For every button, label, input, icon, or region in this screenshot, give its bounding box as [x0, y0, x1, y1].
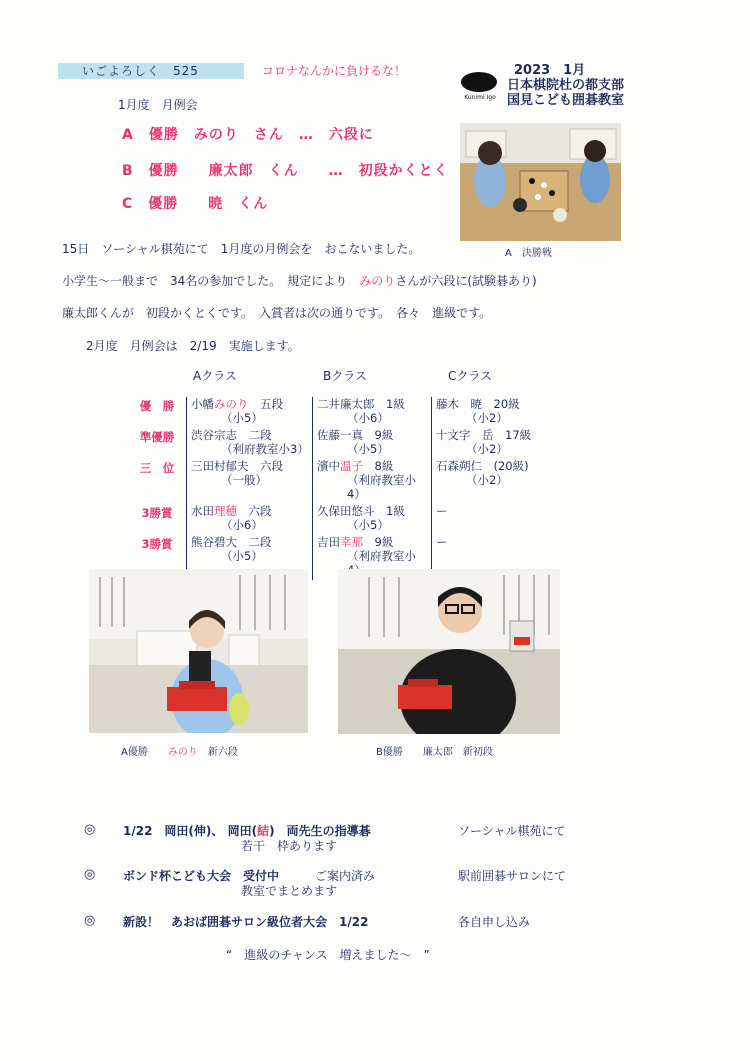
- player-name-highlight: 理穂: [214, 504, 237, 518]
- event-1-title-post: ) 両先生の指導碁: [269, 824, 371, 838]
- player-name: [191, 428, 272, 442]
- body-line-3: 廉太郎くんが 初段かくとくです。 入賞者は次の通りです。 各々 進級です。: [62, 306, 492, 320]
- player-name: [191, 397, 283, 411]
- player-name: [317, 397, 405, 411]
- winner-b-caption: B優勝 廉太郎 新初段: [376, 747, 493, 758]
- player-affiliation: （利府教室小: [347, 549, 416, 563]
- event-2-title-pre: ボンド杯こども大会 受付中: [123, 869, 280, 883]
- body-line-2: [62, 273, 537, 289]
- results-table: [128, 397, 540, 580]
- class-b-header: Bクラス: [323, 369, 367, 383]
- player-name-highlight: 幸那: [340, 535, 363, 549]
- award-label: 3勝賞: [141, 537, 173, 551]
- player-affiliation: （利府教室小3）: [221, 442, 309, 456]
- player-affiliation: （小5）: [221, 411, 263, 425]
- award-label: 三 位: [139, 461, 175, 475]
- slogan: コロナなんかに負けるな！: [262, 64, 407, 78]
- class-b-cell: [313, 428, 432, 459]
- player-name: 十文字 岳 17級: [436, 428, 532, 442]
- class-a-cell: [187, 428, 313, 459]
- player-name: [317, 428, 393, 442]
- event-2-bullet: ◎: [84, 867, 96, 882]
- org-name: 日本棋院杜の都支部: [507, 78, 625, 93]
- player-name-highlight: みのり: [214, 397, 249, 411]
- player-rank: 9級: [363, 535, 394, 549]
- player-name-pre: 熊谷碧大 二段: [191, 535, 272, 549]
- class-a-cell: [187, 459, 313, 504]
- issue-date: 2023 1月: [514, 63, 586, 78]
- event-3-note: 各自申し込み: [458, 915, 531, 929]
- winner-a-photo: [89, 569, 308, 733]
- result-b: B 優勝 廉太郎 くん … 初段かくとく: [122, 163, 449, 179]
- go-stone-icon: [461, 72, 497, 92]
- body-highlight-name: みのり: [359, 274, 396, 288]
- player-name-pre: 三田村郁夫 六段: [191, 459, 283, 473]
- winner-a-caption: [121, 743, 238, 758]
- class-b-cell: [313, 397, 432, 428]
- event-1-highlight: 結: [257, 824, 270, 838]
- result-c: C 優勝 暁 くん: [122, 196, 269, 212]
- player-name: 石森朔仁 (20級): [436, 459, 529, 473]
- player-affiliation: （小2）: [466, 473, 508, 487]
- award-label: 3勝賞: [141, 506, 173, 520]
- player-affiliation: （小6）: [221, 518, 263, 532]
- event-2-status: ご案内済み: [279, 869, 376, 883]
- winner-a-name: みのり: [167, 747, 198, 758]
- winner-b-photo: [338, 569, 560, 734]
- table-row: [128, 504, 540, 535]
- class-b-cell: [313, 504, 432, 535]
- player-name-pre: 小幡: [191, 397, 214, 411]
- class-c-cell: [432, 397, 541, 428]
- award-label: 準優勝: [139, 430, 175, 444]
- player-affiliation: （一般）: [221, 473, 267, 487]
- class-c-header: Cクラス: [448, 369, 493, 383]
- winner-a-rank: 新六段: [197, 747, 238, 758]
- body-line-2-text: 小学生～一般まで 34名の参加でした。 規定により: [62, 274, 348, 288]
- monthly-title: 1月度 月例会: [118, 98, 198, 112]
- final-match-photo: [460, 123, 621, 241]
- player-affiliation: （小5）: [347, 442, 389, 456]
- player-affiliation: （利府教室小4）: [347, 473, 416, 501]
- club-logo: [458, 72, 502, 106]
- player-affiliation: （小5）: [221, 549, 263, 563]
- player-affiliation: （小6）: [347, 411, 389, 425]
- player-affiliation: （小2）: [466, 411, 508, 425]
- player-name-pre: 濱中: [317, 459, 340, 473]
- player-name-pre: 吉田: [317, 535, 340, 549]
- body-line-1: 15日 ソーシャル棋苑にて 1月度の月例会を おこないました。: [62, 242, 421, 256]
- player-name: ー: [436, 535, 448, 549]
- body-line-2-tail: さんが六段に(試験碁あり): [395, 274, 537, 288]
- event-1-title-pre: 1/22 岡田(伸)、 岡田(: [123, 824, 258, 838]
- event-2-note: 教室でまとめます: [241, 884, 338, 898]
- player-name-pre: 水田: [191, 504, 214, 518]
- class-a-header: Aクラス: [193, 369, 237, 383]
- player-affiliation: （小5）: [347, 518, 389, 532]
- player-rank: 五段: [248, 397, 283, 411]
- award-label: 優 勝: [139, 399, 175, 413]
- player-rank: 8級: [363, 459, 394, 473]
- class-name: 国見こども囲碁教室: [507, 93, 625, 108]
- class-c-cell: [432, 504, 541, 535]
- player-name: [317, 504, 405, 518]
- player-name-pre: 渋谷宗志 二段: [191, 428, 272, 442]
- closing-message: “ 進級のチャンス 増えました～ ”: [226, 948, 430, 962]
- player-name: ー: [436, 504, 448, 518]
- table-row: [128, 459, 540, 504]
- player-name: [317, 459, 393, 473]
- result-a: A 優勝 みのり さん … 六段に: [122, 127, 374, 143]
- event-3-bullet: ◎: [84, 913, 96, 928]
- class-c-cell: [432, 459, 541, 504]
- player-name: [191, 504, 272, 518]
- player-name-highlight: 温子: [340, 459, 363, 473]
- player-name-pre: 佐藤一真 9級: [317, 428, 394, 442]
- event-1-note: 若干 枠あります: [241, 839, 338, 853]
- issue-banner: いごよろしく 525: [58, 63, 244, 79]
- player-name: [191, 535, 272, 549]
- winner-a-caption-label: A優勝: [121, 747, 168, 758]
- player-name: [191, 459, 283, 473]
- table-row: [128, 428, 540, 459]
- player-name-pre: 二井廉太郎 1級: [317, 397, 405, 411]
- table-row: [128, 397, 540, 428]
- class-b-cell: [313, 459, 432, 504]
- player-name: 藤木 暁 20級: [436, 397, 520, 411]
- event-2-venue: 駅前囲碁サロンにて: [458, 869, 567, 883]
- body-line-4: 2月度 月例会は 2/19 実施します。: [86, 339, 300, 353]
- final-match-caption: A 決勝戦: [505, 248, 552, 259]
- player-name: [317, 535, 393, 549]
- logo-text: Kunimi Igo: [464, 94, 496, 101]
- event-1-venue: ソーシャル棋苑にて: [458, 824, 566, 838]
- player-name-pre: 久保田悠斗 1級: [317, 504, 405, 518]
- class-a-cell: [187, 397, 313, 428]
- player-rank: 六段: [237, 504, 272, 518]
- class-c-cell: [432, 428, 541, 459]
- event-1-bullet: ◎: [84, 822, 96, 837]
- event-3-title: 新設！ あおば囲碁サロン級位者大会 1/22: [123, 915, 369, 929]
- player-affiliation: （小2）: [466, 442, 508, 456]
- class-a-cell: [187, 504, 313, 535]
